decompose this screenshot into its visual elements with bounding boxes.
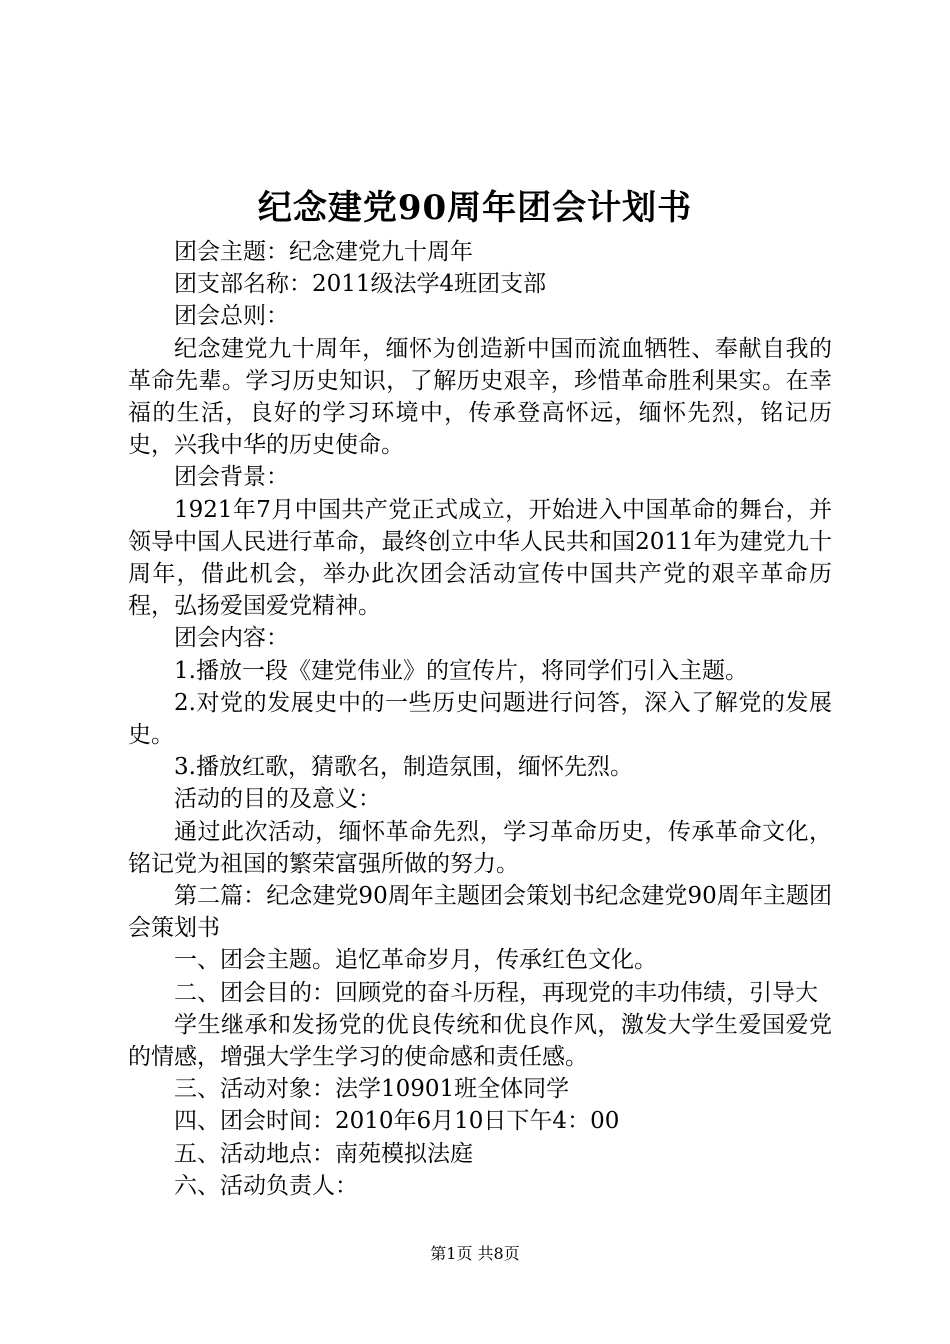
paragraph-general-text: 纪念建党九十周年，缅怀为创造新中国而流血牺牲、奉献自我的革命先辈。学习历史知识，了解历史艰辛，珍惜革命胜利果实。在幸福的生活，良好的学习环境中，传承登高怀远，缅怀先烈，铭记历史，兴我中华的历史使命。 [128,335,832,459]
document-body [128,236,832,1202]
paragraph-purpose-heading: 活动的目的及意义： [174,786,381,813]
paragraph-meeting-theme: 团会主题：纪念建党九十周年 [174,239,473,265]
paragraph-background-text: 1921年7月中国共产党正式成立，开始进入中国革命的舞台，并领导中国人民进行革命，最终创立中华人民共和国2011年为建党九十周年，借此机会，举办此次团会活动宣传中国共产党的艰辛革命历程，弘扬爱国爱党精神。 [128,496,832,620]
paragraph-purpose-text: 通过此次活动，缅怀革命先烈，学习革命历史，传承革命文化，铭记党为祖国的繁荣富强所做的努力。 [128,818,832,877]
paragraph-background-heading: 团会背景： [174,464,289,491]
page-number-footer: 第1页 共8页 [430,1244,520,1263]
document-title: 纪念建党90周年团会计划书 [257,188,693,228]
paragraph-section-2: 二、团会目的：回顾党的奋斗历程，再现党的丰功伟绩，引导大 [174,979,818,1006]
paragraph-branch-name: 团支部名称：2011级法学4班团支部 [174,271,547,298]
paragraph-section-4: 四、团会时间：2010年6月10日下午4：00 [174,1108,620,1135]
paragraph-content-heading: 团会内容： [174,625,289,652]
paragraph-section-1: 一、团会主题。追忆革命岁月，传承红色文化。 [174,947,657,974]
paragraph-section-6: 六、活动负责人： [174,1172,358,1199]
paragraph-section-2-continued: 学生继承和发扬党的优良传统和优良作风，激发大学生爱国爱党的情感，增强大学生学习的使命感和责任感。 [128,1011,832,1071]
paragraph-content-item-1: 1.播放一段《建党伟业》的宣传片，将同学们引入主题。 [174,657,748,684]
paragraph-section-5: 五、活动地点：南苑模拟法庭 [174,1140,473,1167]
paragraph-general-heading: 团会总则： [174,303,289,330]
paragraph-content-item-3: 3.播放红歌，猜歌名，制造氛围，缅怀先烈。 [174,754,633,781]
paragraph-second-part-title: 第二篇：纪念建党90周年主题团会策划书纪念建党90周年主题团会策划书 [128,883,832,942]
paragraph-section-3: 三、活动对象：法学10901班全体同学 [174,1076,570,1103]
paragraph-content-item-2: 2.对党的发展史中的一些历史问题进行问答，深入了解党的发展史。 [128,689,832,749]
